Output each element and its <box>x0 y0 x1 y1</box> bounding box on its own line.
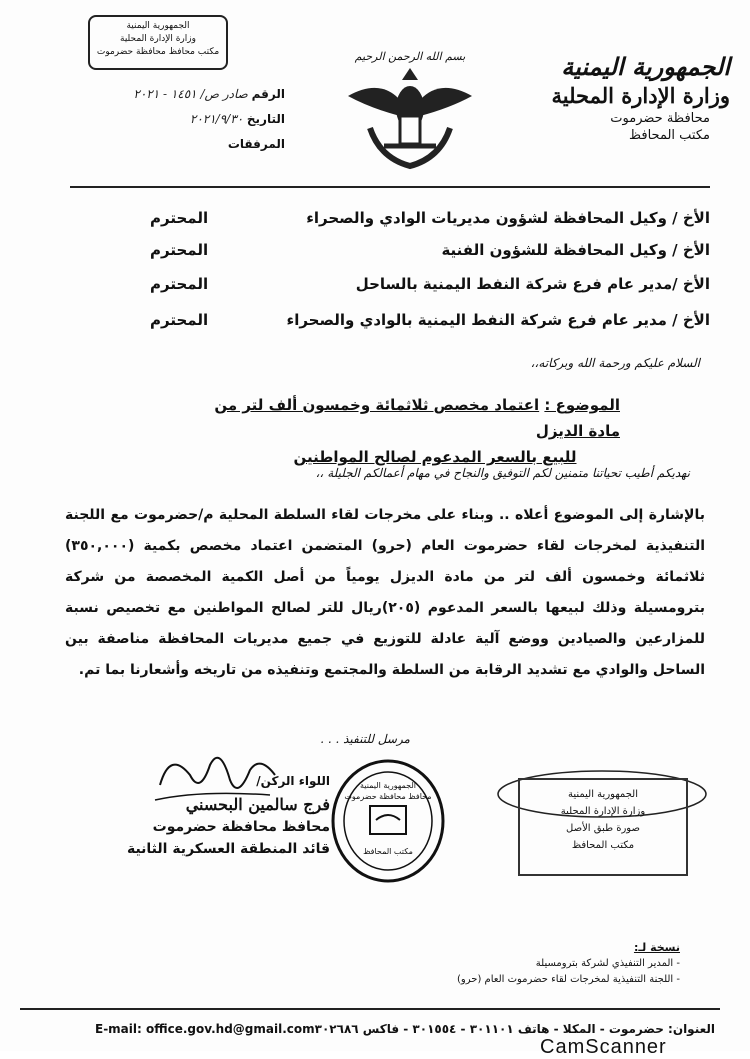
ministry-header <box>520 52 730 144</box>
footer-address: العنوان: حضرموت - المكلا - هاتف ٣٠١١٠١ - ٣٠١٥٥٤ - فاكس ٣٠٢٦٨٦ <box>314 1022 715 1036</box>
subject-label: الموضوع : <box>544 396 620 414</box>
copy-item: - المدير التنفيذي لشركة بترومسيلة <box>535 958 680 969</box>
ministry-name: وزارة الإدارة المحلية <box>551 83 730 108</box>
signature-block <box>80 770 330 860</box>
reference-date-row: التاريخ ٢٠٢١/٩/٣٠ <box>189 112 285 126</box>
outgoing-mark: صادر <box>222 87 248 101</box>
basmala: بسم الله الرحمن الرحيم <box>354 50 466 63</box>
greeting: السلام عليكم ورحمة الله وبركاته،، <box>530 356 700 370</box>
office-name: مكتب المحافظ <box>629 128 710 143</box>
footer-divider <box>20 1008 720 1010</box>
signatory-name: فرج سالمين البحسني <box>185 795 330 814</box>
reference-block <box>80 82 285 157</box>
for-implementation-note: مرسل للتنفيذ . . . <box>320 732 410 746</box>
salutation: نهديكم أطيب تحياتنا متمنين لكم التوفيق والنجاح في مهام أعمالكم الجليلة ،، <box>315 466 690 480</box>
subject-line-2: للبيع بالسعر المدعوم لصالح المواطنين <box>293 448 577 466</box>
reference-number-row: الرقم صادر ص/ ١٤٥١ - ٢٠٢١ <box>133 87 285 101</box>
signatory-rank: اللواء الركن/ <box>256 774 330 788</box>
letter-body: بالإشارة إلى الموضوع أعلاه .. وبناء على مخرجات لقاء السلطة المحلية م/حضرموت مع اللجنة التنفيذية لمخرجات لقاء حضرموت العام (حرو) المتضمن اعتماد مخصص بكمية (٣٥٠,٠٠٠) ثلاثمائة وخمسون ألف لتر من مادة الديزل يومياً من أصل الكمية المخصصة من شركة بترومسيلة وذلك لبيعها بالسعر المدعوم (٢٠٥)ريال للتر لصالح المواطنين مع تخصيص نسبة للمزارعين والصيادين ووضع آلية عادلة للتوزيع في جميع مديريات المحافظة مناصفة بين الساحل والوادي مع تشديد الرقابة من السلطة والمجتمع وتنفيذه من تاريخه وأشعارنا بما تم. <box>65 507 705 678</box>
signatory-title: قائد المنطقة العسكرية الثانية <box>126 841 330 857</box>
attachments-row: المرفقات <box>227 137 285 151</box>
header-divider <box>70 186 710 188</box>
scanner-watermark: CamScanner <box>540 1036 667 1058</box>
copies-label: نسخة لـ: <box>633 941 680 954</box>
copy-item: - اللجنة التنفيذية لمخرجات لقاء حضرموت العام (حرو) <box>457 974 680 985</box>
registration-stamp: الجمهورية اليمنية وزارة الإدارة المحلية مكتب محافظ محافظة حضرموت <box>88 15 228 70</box>
governorate-name: محافظة حضرموت <box>610 111 710 126</box>
reference-number: ص/ ١٤٥١ - ٢٠٢١ <box>133 87 219 101</box>
seal-text: الجمهورية اليمنية محافظ محافظة حضرموت مكتب المحافظ <box>344 781 432 856</box>
addressee-row: الأخ / وكيل المحافظة لشؤون مديريات الوادي والصحراء المحترم <box>150 209 710 227</box>
yemen-eagle-emblem-icon <box>340 38 480 178</box>
reference-date: ٢٠٢١/٩/٣٠ <box>189 112 244 126</box>
addressee-row: الأخ /مدير عام فرع شركة النفط اليمنية بالساحل المحترم <box>150 275 710 293</box>
addressee-row: الأخ / مدير عام فرع شركة النفط اليمنية بالوادي والصحراء المحترم <box>150 311 710 329</box>
subject-block <box>190 392 620 470</box>
addressee-row: الأخ / وكيل المحافظة للشؤون الفنية المحترم <box>150 241 710 259</box>
copies-list <box>320 940 680 988</box>
footer-email: E-mail: office.gov.hd@gmail.com <box>95 1022 315 1036</box>
signatory-title: محافظ محافظة حضرموت <box>152 819 330 835</box>
subject-line-1: اعتماد مخصص ثلاثمائة وخمسون ألف لتر من مادة الديزل <box>214 396 620 440</box>
republic-name: الجمهورية اليمنية <box>561 52 730 81</box>
true-copy-stamp: الجمهورية اليمنية وزارة الإدارة المحلية صورة طبق الأصل مكتب المحافظ <box>518 778 688 876</box>
